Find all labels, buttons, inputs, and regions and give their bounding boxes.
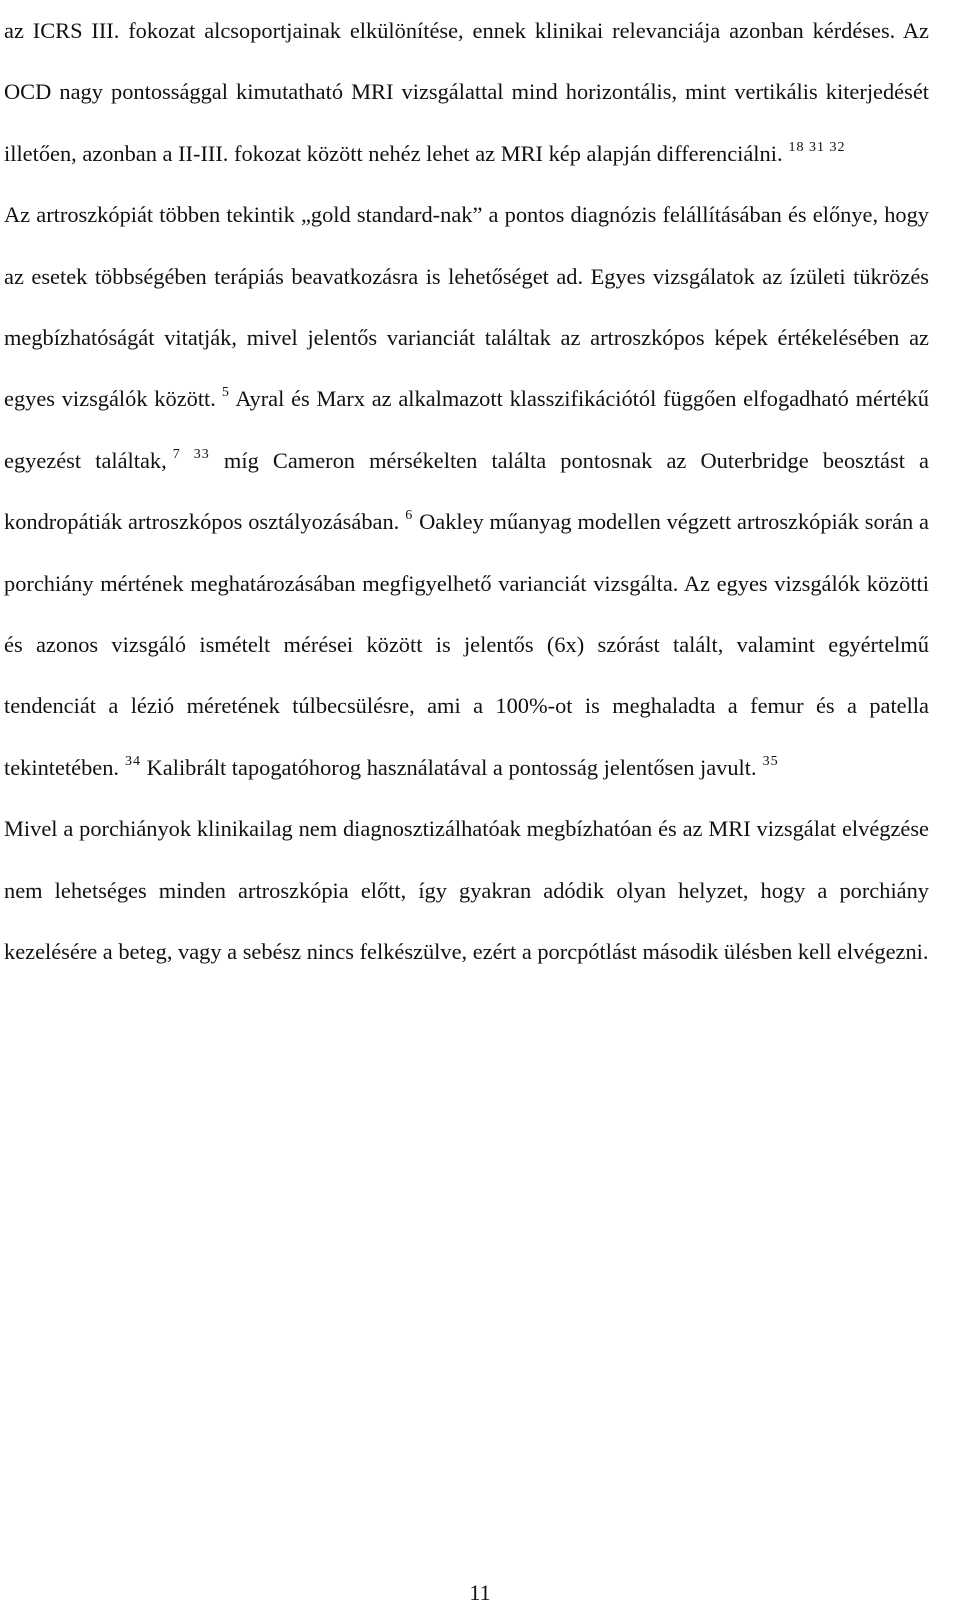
- paragraph-arthroscopy-reliability: [4, 184, 929, 798]
- body-text: [4, 0, 929, 983]
- footnote-reference: 6: [405, 508, 414, 524]
- paragraph-text: Kalibrált tapogatóhorog használatával a pontosság jelentősen javult.: [141, 754, 757, 780]
- paragraph-text: Az artroszkópiát többen tekintik „gold standard-nak” a pontos diagnózis felállításában és előnye, hogy az esetek többségében terápiás beavatkozásra is lehetőséget ad. Egyes vizsgálatok az ízületi tükrözés megbízhatóságát vitatják, mivel jelentős varianciát találtak az artroszkópos képek értékelésében az egyes vizsgálók között.: [4, 202, 929, 412]
- paragraph-text: míg Cameron mérsékelten találta pontosnak az Outerbridge beosztást a kondropátiák artroszkópos osztályozásában.: [4, 447, 929, 535]
- page-number: 11: [469, 1580, 491, 1605]
- paragraph-cartilage-repair: [4, 798, 929, 982]
- footnote-reference: 34: [125, 753, 142, 769]
- paragraph-mri-differentiation: [4, 0, 929, 184]
- paragraph-text: Ayral és Marx az alkalmazott klasszifikációtól függően elfogadható mértékű egyezést találtak,: [4, 386, 929, 473]
- footnote-reference: 5: [221, 385, 230, 401]
- paragraph-text: az ICRS III. fokozat alcsoportjainak elkülönítése, ennek klinikai relevanciája azonban kérdéses. Az OCD nagy pontossággal kimutatható MRI vizsgálattal mind horizontális, mint vertikális kiterjedését illetően, azonban a II-III. fokozat között nehéz lehet az MRI kép alapján differenciálni.: [4, 18, 929, 166]
- paragraph-text: Mivel a porchiányok klinikailag nem diagnosztizálhatóak megbízhatóan és az MRI vizsgálat elvégzése nem lehetséges minden artroszkópia előtt, így gyakran adódik olyan helyzet, hogy a porchiány kezelésére a beteg, vagy a sebész nincs felkészülve, ezért a porcpótlást második ülésben kell elvégezni.: [4, 816, 929, 965]
- footnote-reference: 18 31 32: [788, 139, 846, 155]
- footnote-reference: 35: [762, 753, 779, 769]
- footnote-reference: 7 33: [172, 446, 210, 462]
- paragraph-text: Oakley műanyag modellen végzett artroszkópiák során a porchiány mértének meghatározásában megfigyelhető varianciát vizsgálta. Az egyes vizsgálók közötti és azonos vizsgáló ismételt mérései között is jelentős (6x) szórást talált, valamint egyértelmű tendenciát a lézió méretének túlbecsülésre, ami a 100%-ot is meghaladta a femur és a patella tekintetében.: [4, 509, 929, 780]
